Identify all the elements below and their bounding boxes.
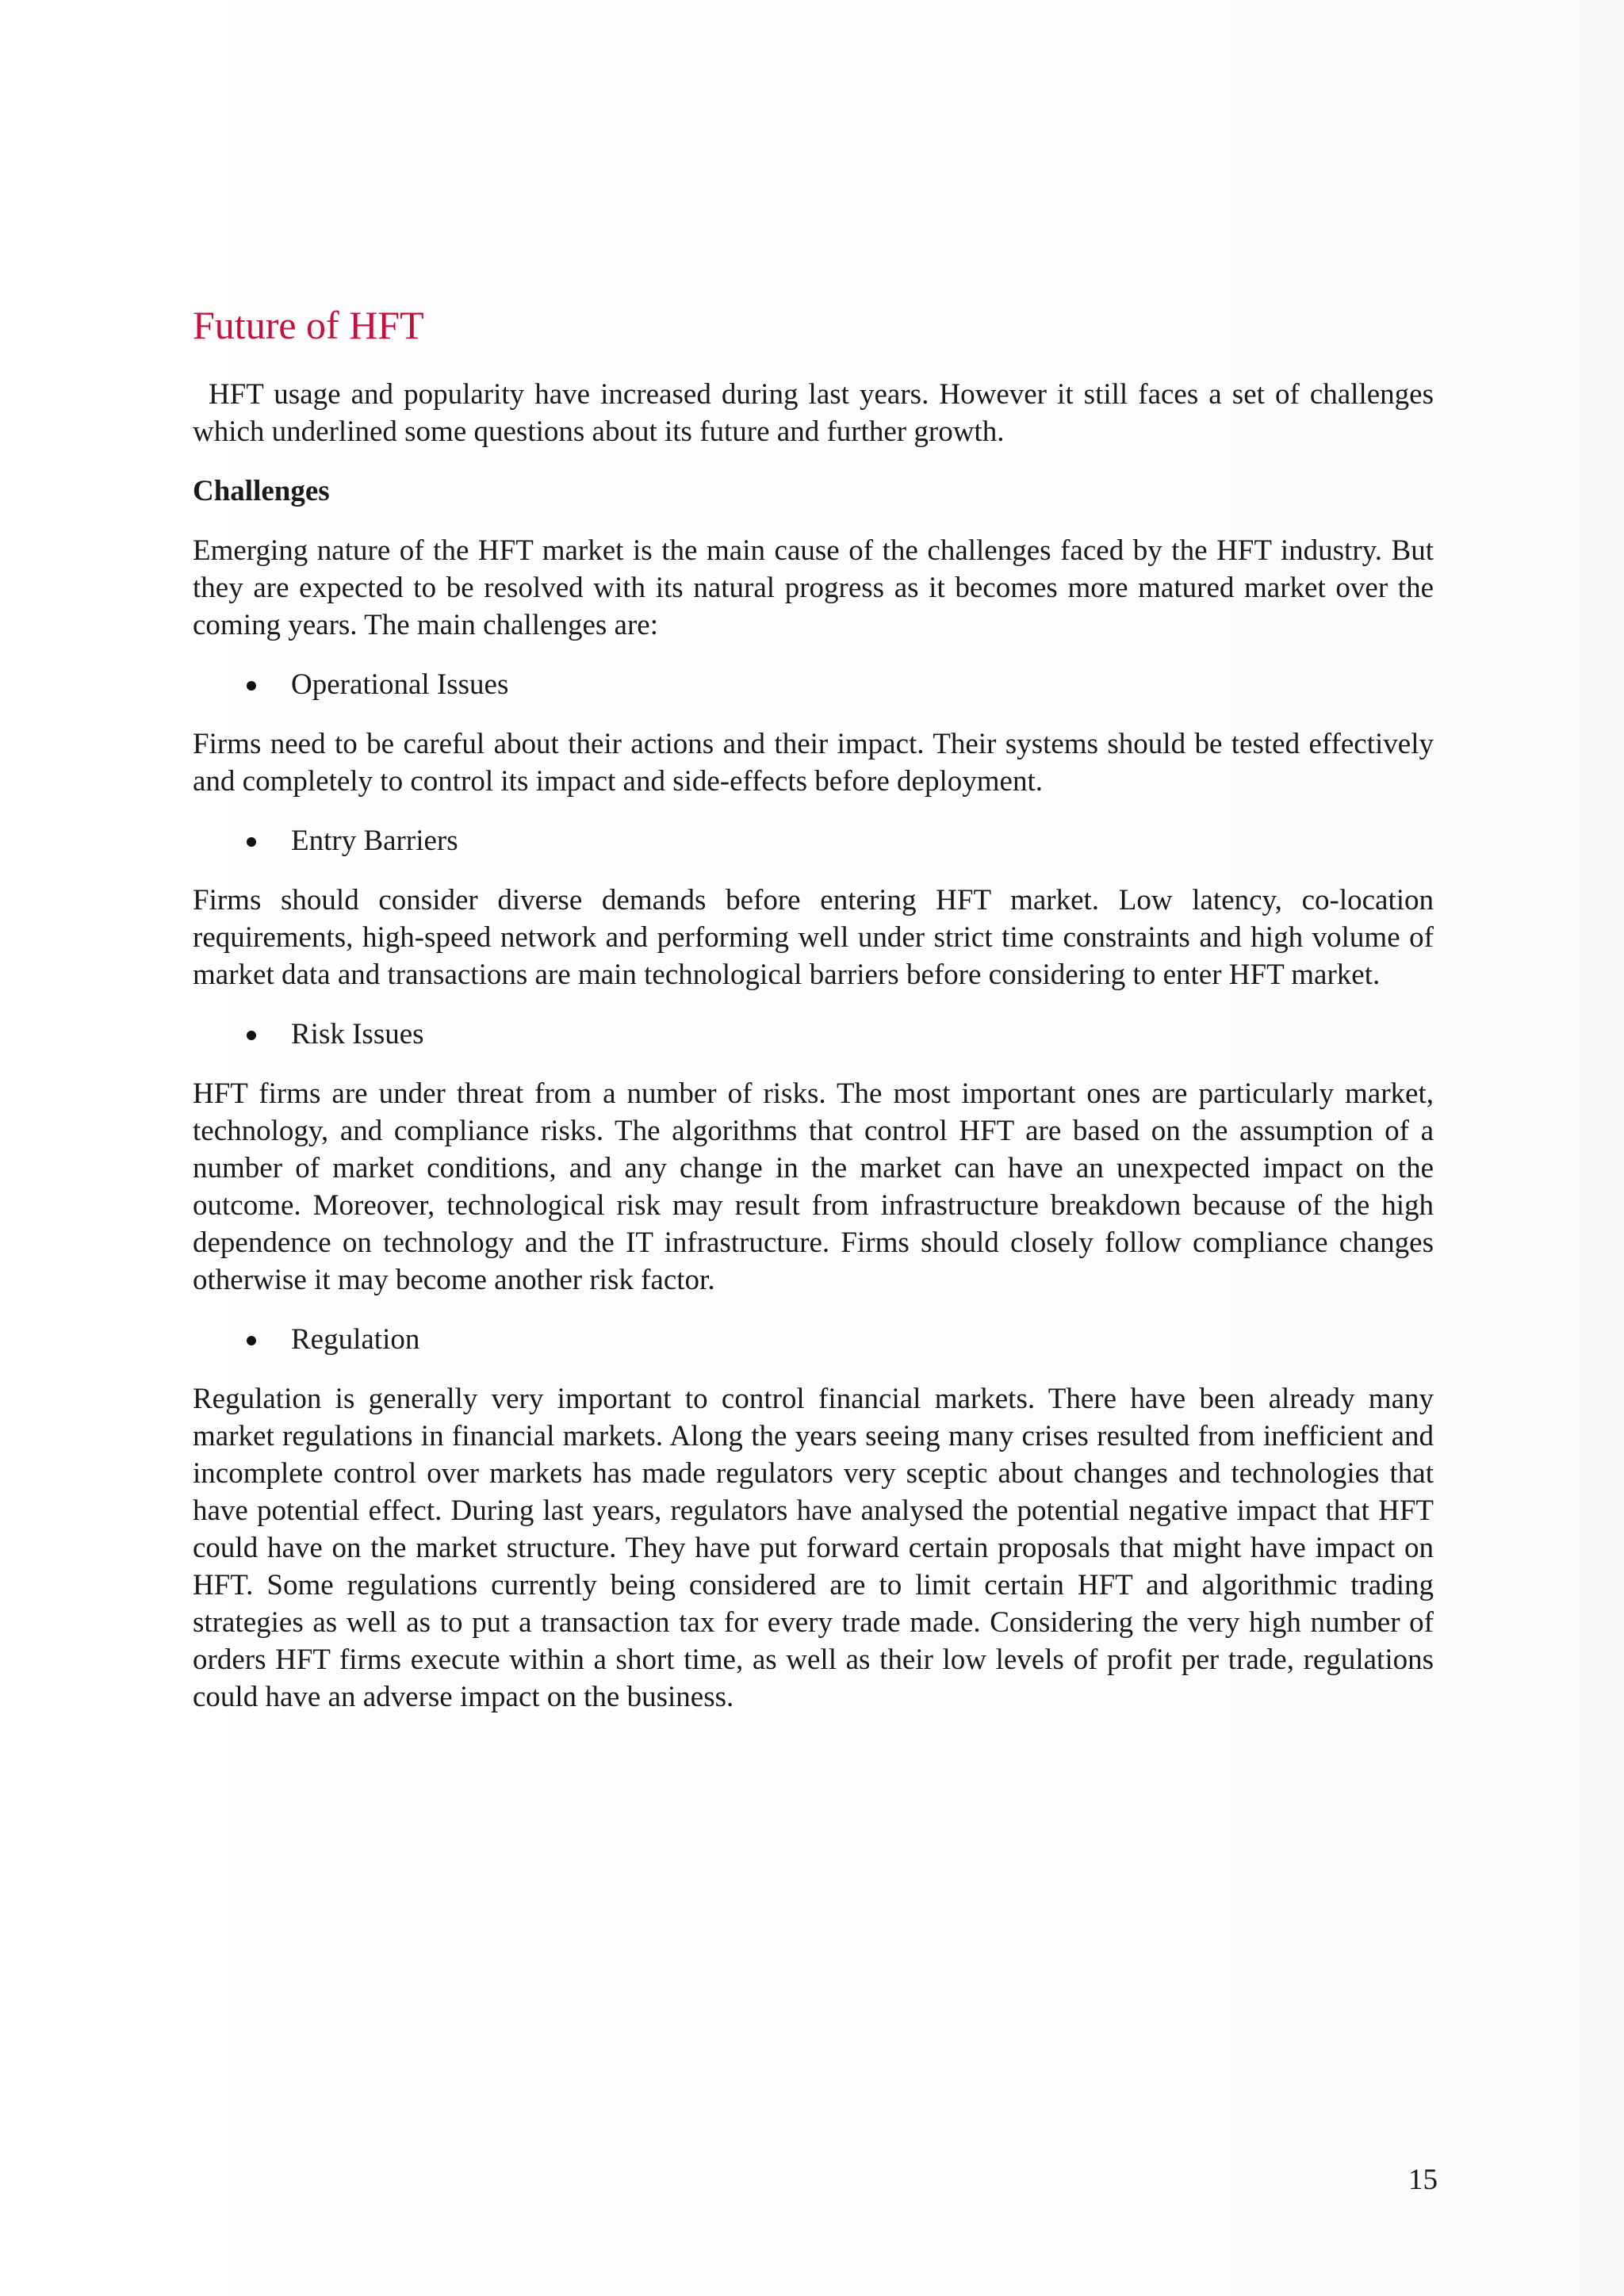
bullet-label: Operational Issues: [291, 668, 509, 701]
page-content: [193, 301, 1434, 1738]
challenges-intro-paragraph: Emerging nature of the HFT market is the main cause of the challenges faced by the HFT industry. But they are expected to be resolved with its natural progress as it becomes more matured market over the coming years. The main challenges are:: [193, 534, 1434, 641]
challenges-heading: Challenges: [193, 475, 330, 507]
bullet-label: Risk Issues: [291, 1018, 424, 1050]
bullet-regulation: [193, 1321, 1434, 1358]
regulation-paragraph: Regulation is generally very important to control financial markets. There have been already many market regulations in financial markets. Along the years seeing many crises resulted from inefficient and incomplete control over markets has made regulators very sceptic about changes and technologies that have potential effect. During last years, regulators have analysed the potential negative impact that HFT could have on the market structure. They have put forward certain proposals that might have impact on HFT. Some regulations currently being considered are to limit certain HFT and algorithmic trading strategies as well as to put a transaction tax for every trade made. Considering the very high number of orders HFT firms execute within a short time, as well as their low levels of profit per trade, regulations could have an adverse impact on the business.: [193, 1383, 1434, 1713]
bullet-point-icon: [247, 837, 256, 847]
section-title: Future of HFT: [193, 303, 424, 347]
bullet-point-icon: [247, 1031, 256, 1040]
risk-issues-paragraph: HFT firms are under threat from a number of risks. The most important ones are particularly market, technology, and compliance risks. The algorithms that control HFT are based on the assumption of a number of market conditions, and any change in the market can have an unexpected impact on the outcome. Moreover, technological risk may result from infrastructure breakdown because of the high dependence on technology and the IT infrastructure. Firms should closely follow compliance changes otherwise it may become another risk factor.: [193, 1077, 1434, 1296]
bullet-entry-barriers: [193, 822, 1434, 859]
bullet-label: Regulation: [291, 1323, 420, 1356]
entry-barriers-paragraph: Firms should consider diverse demands before entering HFT market. Low latency, co-location requirements, high-speed network and performing well under strict time constraints and high volume of market data and transactions are main technological barriers before considering to enter HFT market.: [193, 884, 1434, 991]
bullet-label: Entry Barriers: [291, 825, 458, 857]
bullet-operational-issues: [193, 666, 1434, 703]
bullet-point-icon: [247, 1336, 256, 1345]
intro-paragraph: HFT usage and popularity have increased during last years. However it still faces a set of challenges which underlined some questions about its future and further growth.: [193, 378, 1434, 448]
bullet-point-icon: [247, 681, 256, 691]
operational-issues-paragraph: Firms need to be careful about their actions and their impact. Their systems should be tested effectively and completely to control its impact and side-effects before deployment.: [193, 728, 1434, 798]
bullet-risk-issues: [193, 1016, 1434, 1053]
page-number: 15: [1408, 2164, 1438, 2196]
